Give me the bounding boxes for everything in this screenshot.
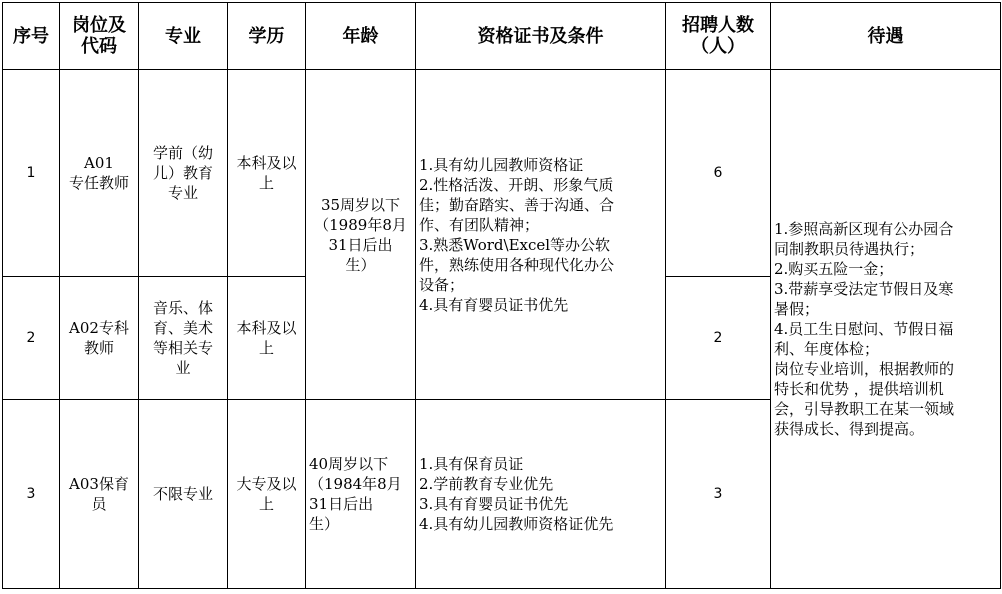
header-row	[3, 3, 1001, 70]
seq-cell: 3	[3, 400, 60, 589]
header-position: 岗位及 代码	[60, 3, 139, 70]
table-row	[3, 70, 1001, 277]
header-major: 专业	[139, 3, 228, 70]
seq-cell: 1	[3, 70, 60, 277]
hires-cell: 6	[666, 70, 771, 277]
header-education: 学历	[228, 3, 306, 70]
header-age: 年龄	[306, 3, 416, 70]
header-hires: 招聘人数 （人）	[666, 3, 771, 70]
benefits-cell: 1.参照高新区现有公办园合 同制教职员待遇执行； 2.购买五险一金； 3.带薪享受法定节假日及寒 暑假； 4.员工生日慰问、节假日福 利、年度体检； 岗位专业培训，根据教师的 特长和优势 ，提供培训机 会，引导教职工在某一领域 获得成长、得到提高。	[771, 70, 1001, 589]
recruitment-table	[2, 2, 1001, 589]
header-seq: 序号	[3, 3, 60, 70]
requirements-cell-shared: 1.具有幼儿园教师资格证 2.性格活泼、开朗、形象气质 佳；勤奋踏实、善于沟通、合 作、有团队精神； 3.熟悉Word\Excel等办公软 件，熟练使用各种现代化办公 设备； 4.具有育婴员证书优先	[416, 70, 666, 400]
position-cell: A03保育 员	[60, 400, 139, 589]
major-cell: 不限专业	[139, 400, 228, 589]
seq-cell: 2	[3, 277, 60, 400]
header-benefits: 待遇	[771, 3, 1001, 70]
age-cell: 40周岁以下 （1984年8月 31日后出 生）	[306, 400, 416, 589]
age-cell-shared: 35周岁以下 （1989年8月 31日后出 生）	[306, 70, 416, 400]
major-cell: 音乐、体 育、美术 等相关专 业	[139, 277, 228, 400]
education-cell: 本科及以 上	[228, 70, 306, 277]
position-cell: A01 专任教师	[60, 70, 139, 277]
hires-cell: 3	[666, 400, 771, 589]
education-cell: 大专及以 上	[228, 400, 306, 589]
education-cell: 本科及以 上	[228, 277, 306, 400]
requirements-cell: 1.具有保育员证 2.学前教育专业优先 3.具有育婴员证书优先 4.具有幼儿园教师资格证优先	[416, 400, 666, 589]
position-cell: A02专科 教师	[60, 277, 139, 400]
major-cell: 学前（幼 儿）教育 专业	[139, 70, 228, 277]
hires-cell: 2	[666, 277, 771, 400]
header-requirements: 资格证书及条件	[416, 3, 666, 70]
